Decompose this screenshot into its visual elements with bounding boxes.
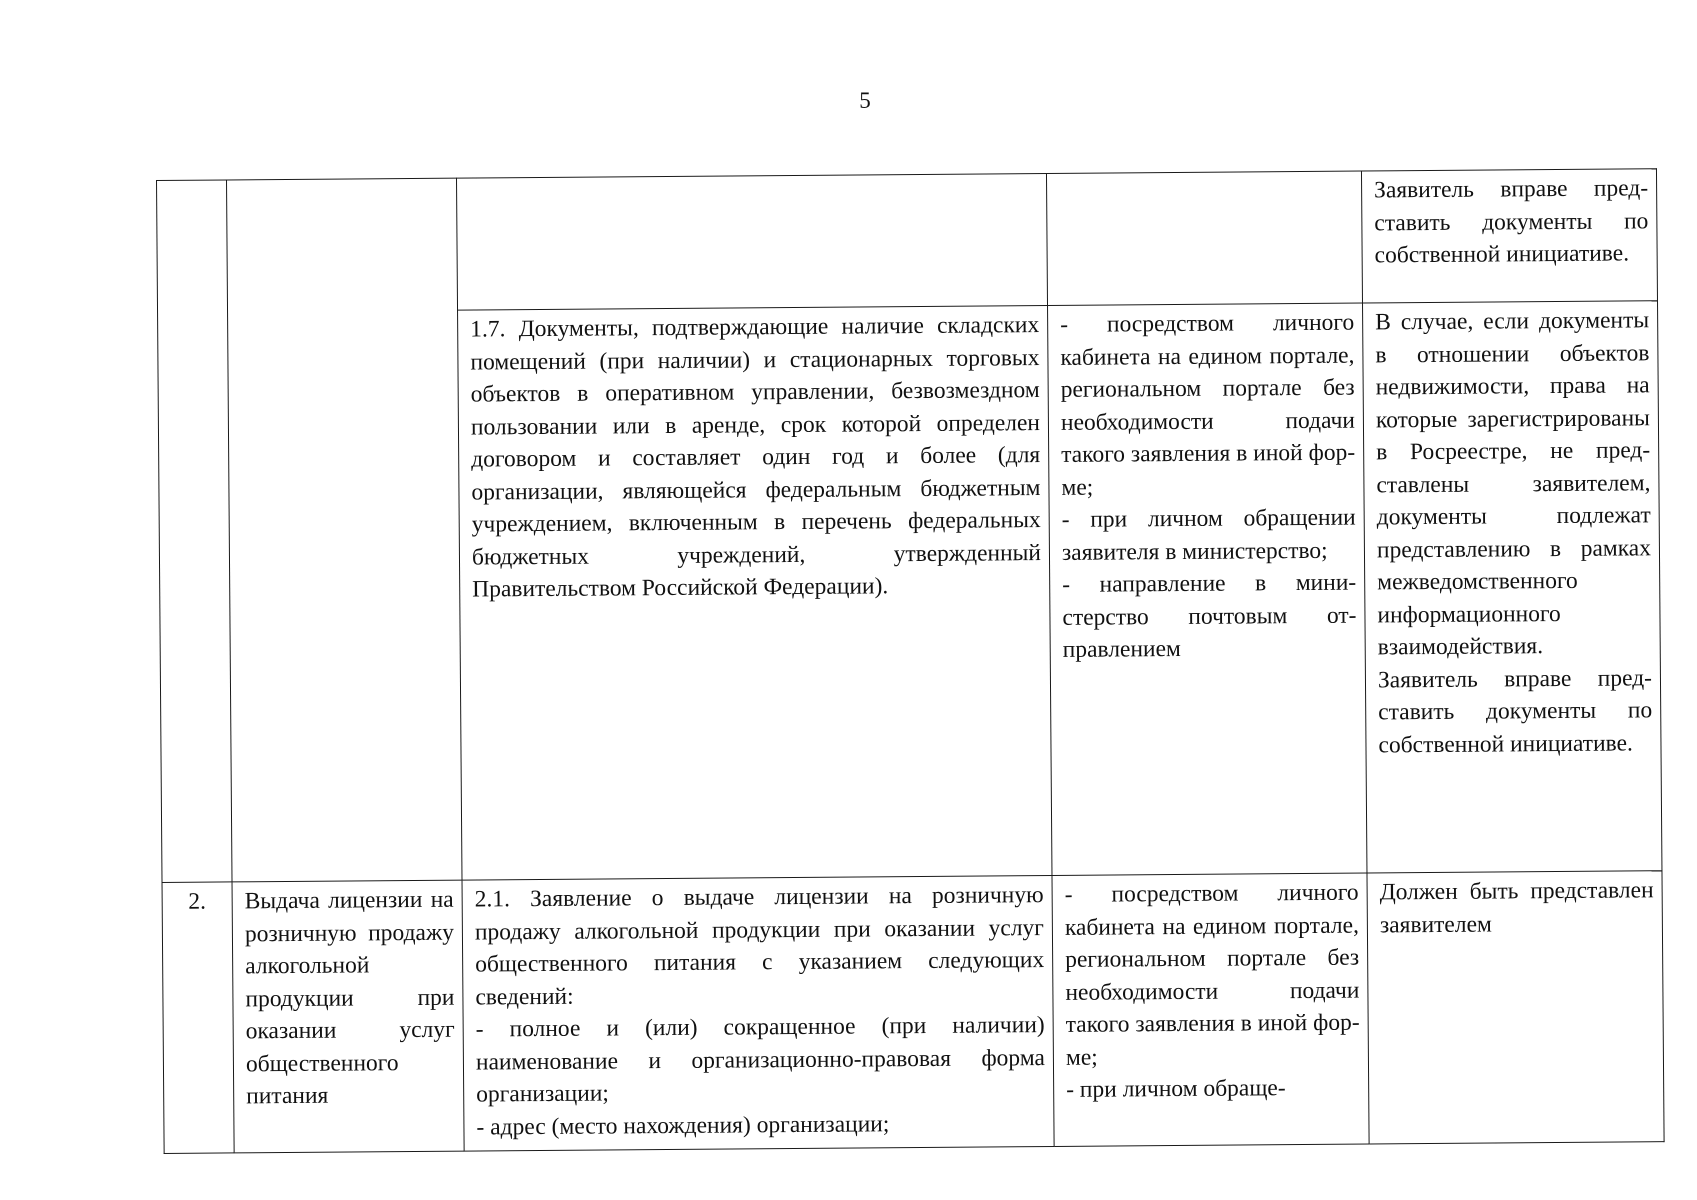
- note-cell: [1367, 871, 1664, 1144]
- submission-method-cell: [1046, 171, 1362, 305]
- page-number: 5: [859, 88, 871, 113]
- note-text: В случае, если документы в отношении объектов недвижимости, права на которые зарегистрированы в Росреестре, не представлены заявителем, документы подлежат представлению в рамках межведомственного информационного взаимодействия.: [1375, 307, 1652, 661]
- note-text: Заявитель вправе представить документы по собственной инициативе.: [1374, 175, 1649, 269]
- method-item: - при личном обраще-: [1066, 1075, 1286, 1103]
- service-name-text: Выдача лицензии на розничную продажу алкогольной продукции при оказании услуг общественного питания: [244, 886, 455, 1110]
- service-name-cell: [232, 880, 464, 1153]
- document-cell: [458, 306, 1052, 881]
- document-item: - адрес (место нахождения) организации;: [476, 1110, 890, 1141]
- document-text: 1.7. Документы, подтверждающие наличие складских помещений (при наличии) и стационарных торговых объектов в оперативном управлении, безвозмездном пользовании или в аренде, срок которой определен договором и составляет один год и более (для организации, являющейся федеральным бюджетным учреждением, включенным в перечень федеральных бюджетных учреждений, утвержденный Правительством Российской Федерации).: [470, 312, 1042, 603]
- number-cell: [162, 882, 234, 1154]
- document-cell: [462, 875, 1054, 1151]
- row-number: 2.: [188, 888, 207, 915]
- method-item: - посредством личного кабинета на едином портале, региональном портале без необходимости подачи такого заявления в иной форме;: [1060, 309, 1356, 501]
- document-item: 2.1. Заявление о выдаче лицензии на розничную продажу алкогольной продукции при оказании услуг общественного питания с указанием следующих сведений:: [474, 882, 1045, 1011]
- method-item: - при личном обращении заявителя в министерство;: [1061, 504, 1356, 566]
- submission-method-cell: [1048, 303, 1367, 875]
- submission-method-cell: [1052, 873, 1369, 1146]
- documents-table: [156, 168, 1665, 1154]
- note-text: Должен быть представлен заявителем: [1379, 877, 1654, 938]
- number-cell: [157, 180, 233, 883]
- table-row: [157, 169, 1658, 313]
- service-name-cell: [227, 178, 463, 882]
- note-text: Заявитель вправе представить документы по собственной инициативе.: [1377, 664, 1653, 758]
- note-cell: [1361, 169, 1657, 303]
- table-row: [162, 871, 1664, 1154]
- document-item: - полное и (или) сокращенное (при наличии) наименование и организационно-правовая форма организации;: [475, 1012, 1046, 1108]
- method-item: - посредством личного кабинета на едином портале, региональном портале без необходимости подачи такого заявления в иной форме;: [1064, 879, 1360, 1071]
- document-cell: [456, 174, 1047, 311]
- method-item: - направление в министерство почтовым отправлением: [1062, 569, 1357, 663]
- note-cell: [1363, 301, 1662, 873]
